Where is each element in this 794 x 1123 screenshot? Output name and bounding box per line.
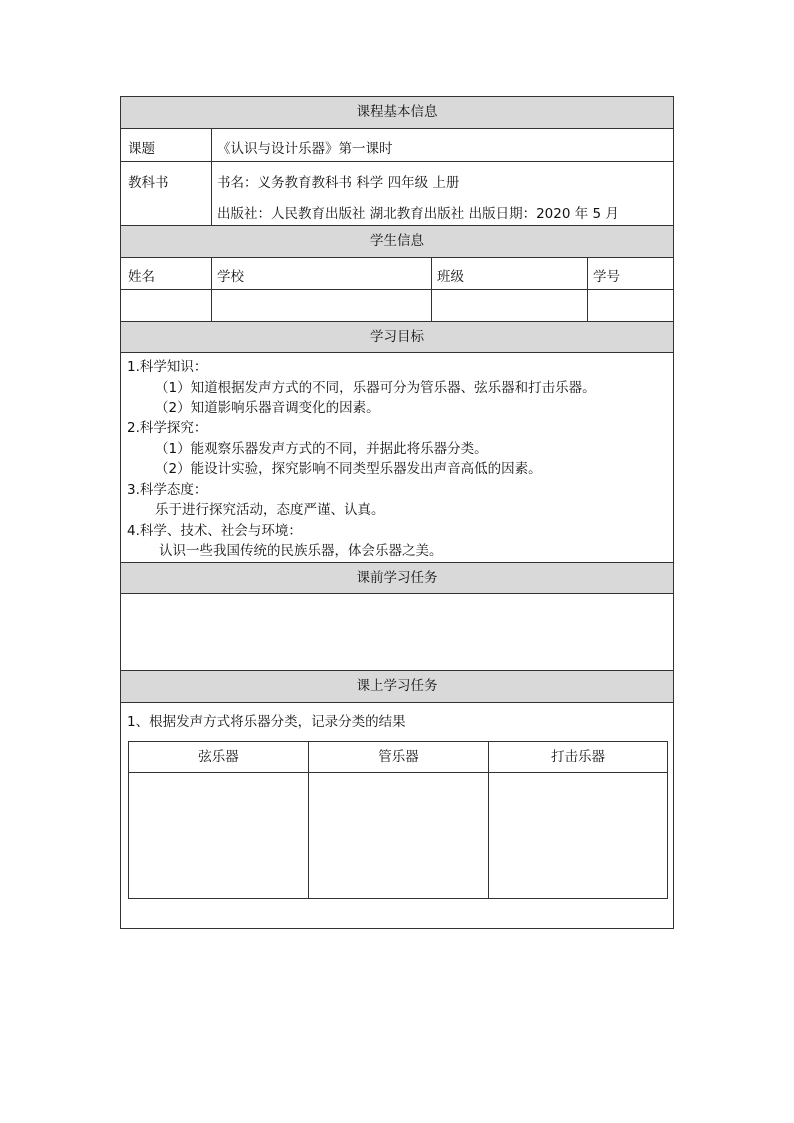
student-label-row xyxy=(121,258,673,290)
section-header-course-info: 课程基本信息 xyxy=(121,97,673,129)
objective-heading-2: 2.科学探究： xyxy=(127,420,208,436)
topic-value-cell xyxy=(212,129,673,161)
objective-item: （2）知道影响乐器音调变化的因素。 xyxy=(155,400,380,416)
section-header-pre-class: 课前学习任务 xyxy=(121,563,673,594)
task-instruction: 1、根据发声方式将乐器分类，记录分类的结果 xyxy=(127,714,406,730)
instrument-classification-table xyxy=(128,741,668,899)
objective-item: 认识一些我国传统的民族乐器，体会乐器之美。 xyxy=(159,543,443,559)
textbook-value-cell xyxy=(212,162,673,225)
textbook-row xyxy=(121,162,673,226)
publisher-line: 出版社：人民教育出版社 湖北教育出版社 出版日期：2020 年 5 月 xyxy=(217,206,619,222)
section-header-student-info: 学生信息 xyxy=(121,226,673,258)
objective-item: （1）知道根据发声方式的不同，乐器可分为管乐器、弦乐器和打击乐器。 xyxy=(155,380,596,396)
class-input-cell[interactable] xyxy=(432,290,588,321)
class-label: 班级 xyxy=(437,269,464,285)
school-label: 学校 xyxy=(217,269,244,285)
name-label-cell xyxy=(121,258,212,289)
topic-label: 课题 xyxy=(128,141,155,157)
string-instrument-header: 弦乐器 xyxy=(129,742,308,773)
section-header-objectives: 学习目标 xyxy=(121,322,673,353)
textbook-label-cell xyxy=(121,162,212,225)
id-label-cell xyxy=(588,258,673,289)
section-header-in-class: 课上学习任务 xyxy=(121,671,673,703)
objective-item: （1）能观察乐器发声方式的不同，并据此将乐器分类。 xyxy=(155,441,488,457)
percussion-instrument-header: 打击乐器 xyxy=(489,742,667,773)
percussion-instrument-column xyxy=(489,742,667,898)
string-instrument-column xyxy=(129,742,309,898)
textbook-label: 教科书 xyxy=(128,175,169,191)
objectives-body xyxy=(121,353,673,563)
wind-instrument-column xyxy=(309,742,489,898)
school-input-cell[interactable] xyxy=(212,290,432,321)
pre-class-area[interactable] xyxy=(121,594,673,671)
objective-heading-4: 4.科学、技术、社会与环境： xyxy=(127,523,302,539)
objective-item: 乐于进行探究活动，态度严谨、认真。 xyxy=(155,502,385,518)
name-label: 姓名 xyxy=(128,269,155,285)
book-line: 书名：义务教育教科书 科学 四年级 上册 xyxy=(217,175,460,191)
id-label: 学号 xyxy=(593,269,620,285)
name-input-cell[interactable] xyxy=(121,290,212,321)
topic-value: 《认识与设计乐器》第一课时 xyxy=(217,141,393,157)
objective-item: （2）能设计实验，探究影响不同类型乐器发出声音高低的因素。 xyxy=(155,461,542,477)
id-input-cell[interactable] xyxy=(588,290,673,321)
objective-heading-1: 1.科学知识： xyxy=(127,359,208,375)
class-label-cell xyxy=(432,258,588,289)
topic-row xyxy=(121,129,673,162)
objective-heading-3: 3.科学态度： xyxy=(127,482,208,498)
lesson-form xyxy=(120,96,674,929)
topic-label-cell xyxy=(121,129,212,161)
wind-instrument-header: 管乐器 xyxy=(309,742,488,773)
school-label-cell xyxy=(212,258,432,289)
student-input-row xyxy=(121,290,673,322)
